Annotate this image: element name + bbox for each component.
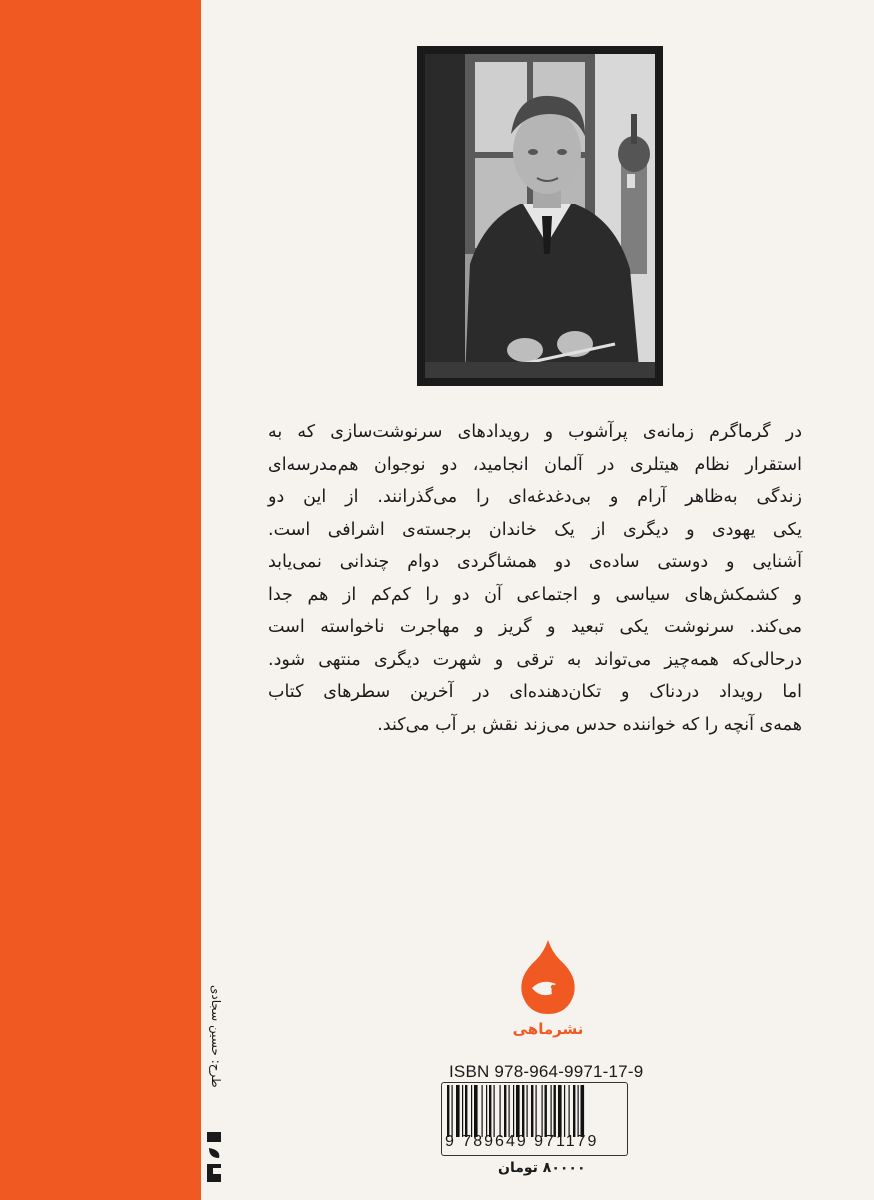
- barcode-bar: [569, 1085, 570, 1137]
- publisher-logo: [508, 938, 588, 1048]
- author-portrait-photo: [425, 54, 655, 378]
- designer-credit-wrap: [205, 985, 225, 1115]
- barcode-bar: [513, 1085, 514, 1137]
- blurb-line: اما رویداد دردناک و تکان‌دهنده‌ای در آخرین سطرهای کتاب: [268, 682, 802, 702]
- barcode-bar: [486, 1085, 487, 1137]
- barcode-bar: [522, 1085, 524, 1137]
- barcode-bar: [527, 1085, 528, 1137]
- blurb-line: یکی یهودی و دیگری از یک خاندان برجسته‌ی اشرافی است.: [268, 519, 802, 540]
- barcode-bar: [545, 1085, 547, 1137]
- barcode-bar: [554, 1085, 556, 1137]
- blurb-line: همه‌ی آنچه را که خواننده حدس می‌زند نقش بر آب می‌کند.: [377, 714, 802, 735]
- barcode-bar: [489, 1085, 491, 1137]
- fish-drop-logo-icon: [508, 938, 588, 1018]
- barcode: [445, 1085, 625, 1137]
- blurb-line: زندگی به‌ظاهر آرام و بی‌دغدغه‌ای را می‌گذرانند. از این دو: [268, 487, 802, 507]
- barcode-bar: [536, 1085, 537, 1137]
- barcode-bar: [447, 1085, 449, 1137]
- barcode-bar: [462, 1085, 463, 1137]
- blurb-line: در گرماگرم زمانه‌ی پرآشوب و رویدادهای سرنوشت‌سازی که به: [268, 422, 802, 442]
- barcode-bar: [504, 1085, 506, 1137]
- blurb-line: و کشمکش‌های سیاسی و اجتماعی آن دو را کم‌کم از هم جدا: [268, 584, 802, 605]
- barcode-bar: [564, 1085, 565, 1137]
- designer-signature-icon: [203, 1128, 225, 1186]
- barcode-bar: [452, 1085, 453, 1137]
- barcode-bar: [581, 1085, 585, 1137]
- barcode-bar: [558, 1085, 562, 1137]
- publisher-name: نشرماهی: [512, 1020, 584, 1038]
- barcode-bar: [531, 1085, 533, 1137]
- barcode-bar: [465, 1085, 467, 1137]
- barcode-bar: [516, 1085, 520, 1137]
- orange-spine: [0, 0, 201, 1200]
- blurb-line: می‌کند. سرنوشت یکی تبعید و گریز و مهاجرت ناخواسته است: [268, 617, 802, 637]
- blurb-line: درحالی‌که همه‌چیز می‌تواند به ترقی و شهرت دیگری منتهی شود.: [268, 649, 802, 670]
- barcode-bar: [474, 1085, 478, 1137]
- blurb-line: استقرار نظام هیتلری در آلمان انجامید، دو نوجوان هم‌مدرسه‌ای: [268, 454, 802, 475]
- blurb-line: آشنایی و دوستی ساده‌ی دو همشاگردی دوام چندانی نمی‌یابد: [268, 552, 802, 572]
- barcode-bar: [494, 1085, 495, 1137]
- barcode-bar: [551, 1085, 552, 1137]
- barcode-bar: [500, 1085, 501, 1137]
- barcode-bar: [573, 1085, 575, 1137]
- barcode-bar: [482, 1085, 483, 1137]
- isbn-number: ISBN 978-964-9971-17-9: [449, 1062, 644, 1081]
- barcode-bar: [578, 1085, 579, 1137]
- author-photo: [417, 46, 663, 386]
- back-cover-blurb: [268, 416, 802, 741]
- designer-credit: طرح: حسین سجادی: [209, 985, 223, 1088]
- barcode-digits: 9 789649 971179: [445, 1133, 599, 1150]
- price: ۸۰۰۰۰ تومان: [498, 1160, 586, 1176]
- barcode-bar: [471, 1085, 472, 1137]
- barcode-bar: [542, 1085, 543, 1137]
- barcode-bar: [509, 1085, 510, 1137]
- barcode-bar: [456, 1085, 460, 1137]
